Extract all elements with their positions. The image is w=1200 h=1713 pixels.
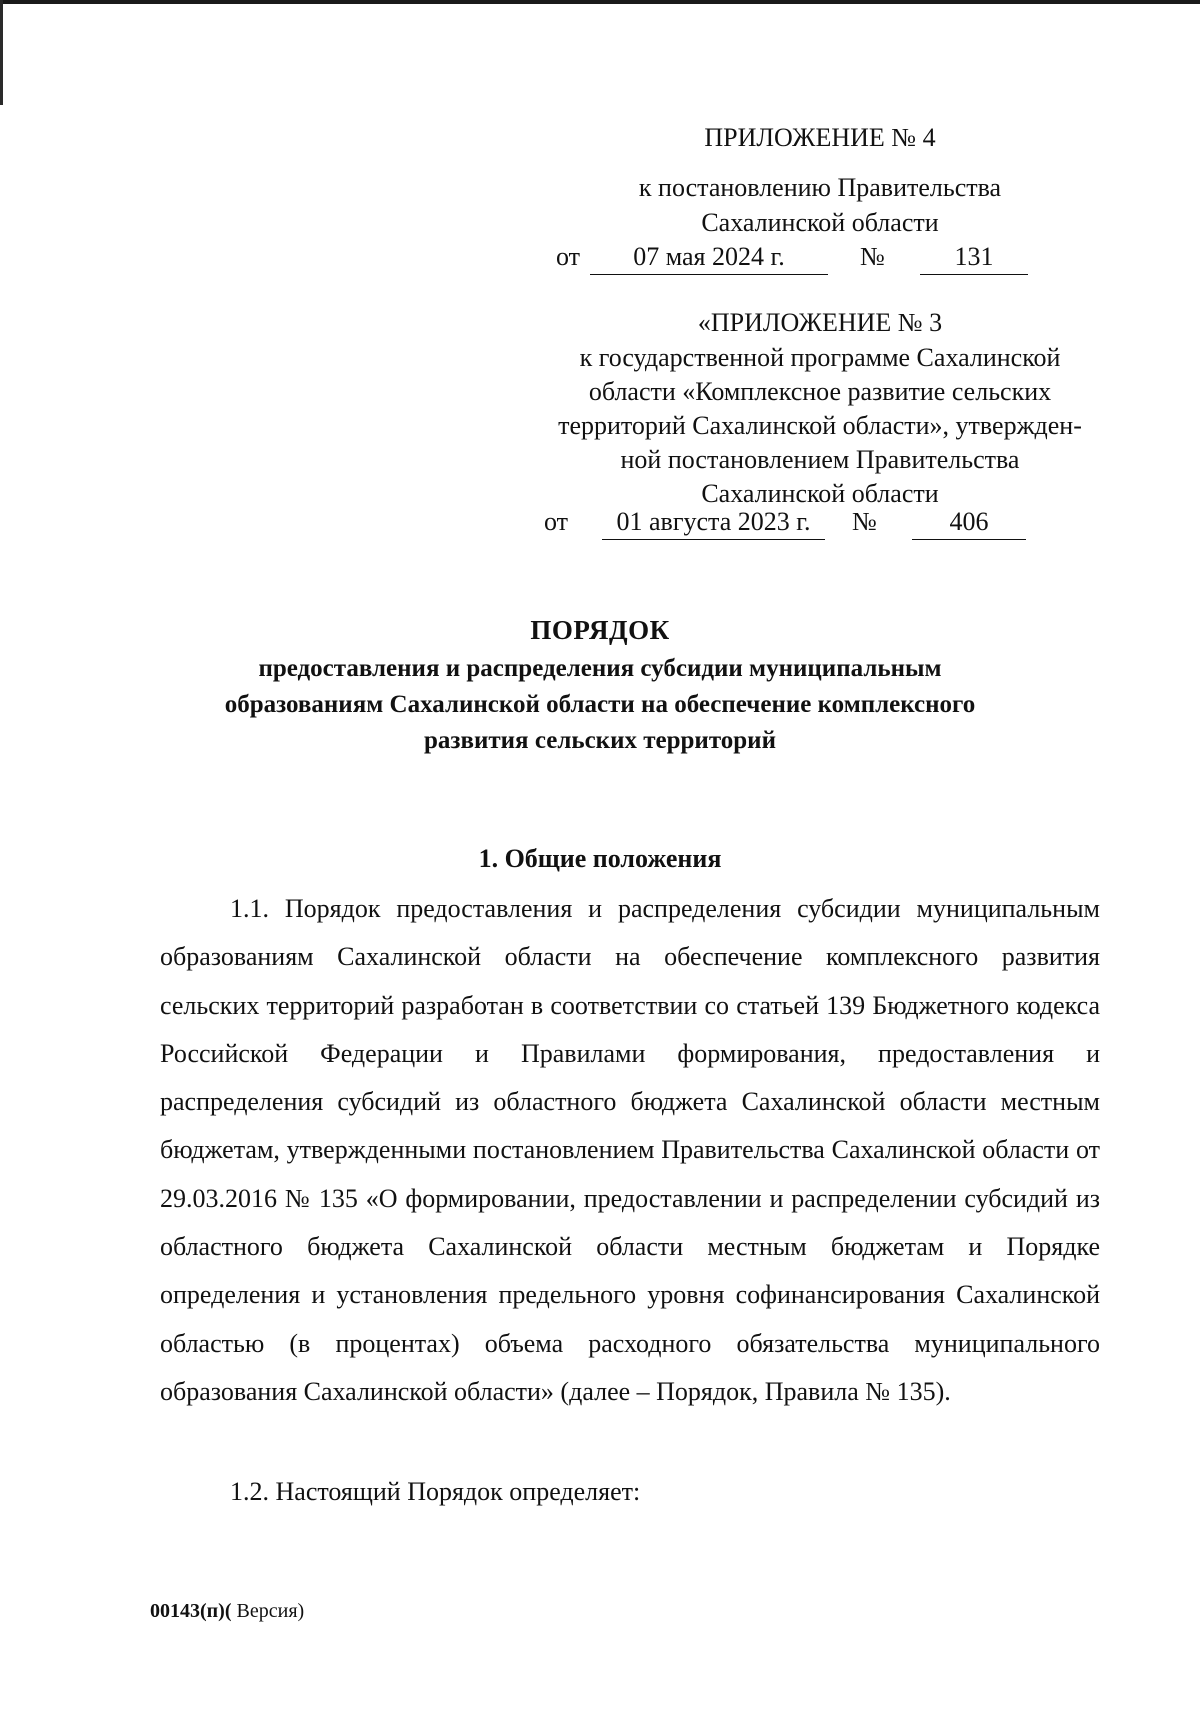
- section-heading: 1. Общие положения: [478, 844, 722, 873]
- footer-version-label: Версия): [231, 1600, 305, 1622]
- document-title: ПОРЯДОК: [530, 615, 670, 645]
- attachment3-line-3: территорий Сахалинской области», утвержден-: [558, 411, 1082, 440]
- attachment3-title: «ПРИЛОЖЕНИЕ № 3: [697, 308, 943, 337]
- attachment4-date-row: [520, 240, 1120, 276]
- attachment4-from-label: от: [556, 242, 581, 271]
- attachment3-from-label: от: [544, 507, 569, 536]
- attachment3-line-1: к государственной программе Сахалинской: [579, 343, 1061, 372]
- attachment3-date: 01 августа 2023 г.: [602, 505, 825, 540]
- document-subtitle-line-2: образованиям Сахалинской области на обеспечение комплексного: [224, 691, 976, 718]
- document-subtitle-line-3: развития сельских территорий: [424, 727, 776, 754]
- attachment4-title: ПРИЛОЖЕНИЕ № 4: [704, 123, 936, 152]
- footer-code: 00143(п)(: [150, 1600, 232, 1622]
- attachment3-number-label: №: [852, 507, 877, 536]
- paragraph-1-1-text: 1.1. Порядок предоставления и распределения субсидии муниципальным образованиям Сахалинской области на обеспечение комплексного развития сельских территорий разработан в соответствии со статьей 139 Бюджетного кодекса Российской Федерации и Правилами формирования, предоставления и распределения субсидий из областного бюджета Сахалинской области местным бюджетам, утвержденными постановлением Правительства Сахалинской области от 29.03.2016 № 135 «О формировании, предоставлении и распределении субсидий из областного бюджета Сахалинской области местным бюджетам и Порядке определения и установления предельного уровня софинансирования Сахалинской областью (в процентах) объема расходного обязательства муниципального образования Сахалинской области» (далее – Порядок, Правила № 135).: [160, 894, 1100, 1406]
- document-subtitle: [100, 651, 1100, 759]
- attachment3-number: 406: [912, 505, 1026, 540]
- attachment4-date: 07 мая 2024 г.: [590, 240, 828, 275]
- attachment4-line-1: к постановлению Правительства: [638, 173, 1002, 202]
- attachment4-number: 131: [920, 240, 1028, 275]
- attachment3-line-2: области «Комплексное развитие сельских: [588, 377, 1052, 406]
- attachment4-line-2: Сахалинской области: [701, 208, 939, 237]
- paragraph-1-1: [160, 885, 1100, 1416]
- attachment3-line-5: Сахалинской области: [701, 479, 939, 508]
- scan-left-edge: [0, 0, 3, 105]
- footer-version: [150, 1600, 304, 1623]
- document-subtitle-line-1: предоставления и распределения субсидии муниципальным: [258, 655, 942, 682]
- attachment4-number-label: №: [860, 242, 885, 271]
- paragraph-1-2: 1.2. Настоящий Порядок определяет:: [230, 1477, 641, 1506]
- attachment3-date-row: [520, 505, 1120, 541]
- scan-top-edge: [0, 0, 1200, 4]
- attachment3-line-4: ной постановлением Правительства: [620, 445, 1020, 474]
